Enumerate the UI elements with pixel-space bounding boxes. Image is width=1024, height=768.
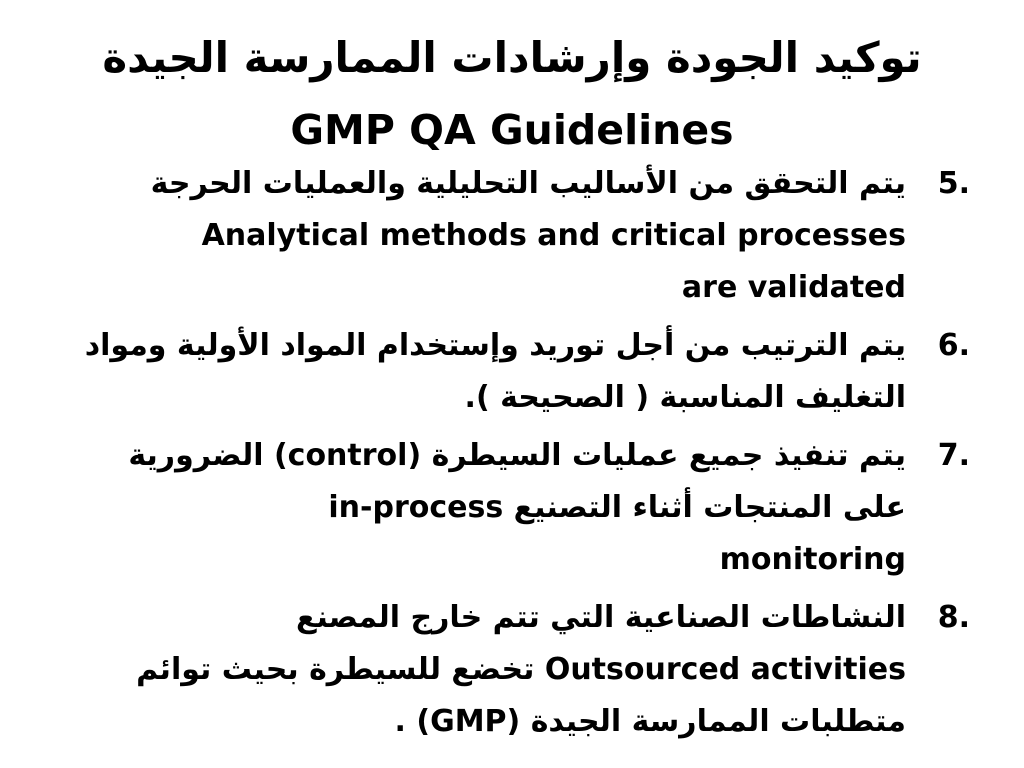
item-line-mixed <box>60 644 906 696</box>
item-text <box>60 430 906 586</box>
item-number: 8. <box>937 600 970 635</box>
item-text-english: in-process <box>328 490 504 525</box>
item-text <box>60 320 906 424</box>
item-line-mixed <box>60 696 906 748</box>
item-text-arabic: يتم تنفيذ جميع عمليات السيطرة <box>431 438 906 473</box>
item-text-arabic: متطلبات الممارسة الجيدة <box>530 704 906 739</box>
item-line-mixed <box>60 430 906 482</box>
slide-title-arabic: توكيد الجودة وإرشادات الممارسة الجيدة <box>102 33 922 82</box>
item-line-arabic: يتم التحقق من الأساليب التحليلية والعمليات الحرجة <box>150 166 906 201</box>
item-line-english: are validated <box>681 270 906 305</box>
item-text-period: . <box>394 704 406 739</box>
item-number: 5. <box>937 166 970 201</box>
item-line-arabic: النشاطات الصناعية التي تتم خارج المصنع <box>296 600 906 635</box>
item-text-english: Outsourced activities <box>544 652 906 687</box>
guideline-item-5 <box>60 158 970 314</box>
item-text-arabic: تخضع للسيطرة بحيث توائم <box>136 652 535 687</box>
item-text <box>60 592 906 748</box>
item-text-english: (control) <box>273 438 422 473</box>
item-line-arabic: يتم الترتيب من أجل توريد وإستخدام المواد الأولية ومواد <box>84 328 906 363</box>
item-text-english: (GMP) <box>416 704 521 739</box>
guideline-item-6 <box>60 320 970 424</box>
guideline-item-7 <box>60 430 970 586</box>
item-text <box>60 158 906 314</box>
item-text-arabic: الضرورية <box>128 438 264 473</box>
item-number: 7. <box>937 438 970 473</box>
item-line-mixed <box>60 482 906 534</box>
item-line-english: Analytical methods and critical processes <box>201 218 906 253</box>
item-text-arabic: على المنتجات أثناء التصنيع <box>513 490 906 525</box>
slide-title-english: GMP QA Guidelines <box>290 106 734 154</box>
guideline-item-8 <box>60 592 970 748</box>
item-line-english: monitoring <box>719 542 906 577</box>
item-number: 6. <box>937 328 970 363</box>
guideline-list <box>60 158 970 754</box>
item-line-arabic: التغليف المناسبة ( الصحيحة ). <box>464 380 906 415</box>
